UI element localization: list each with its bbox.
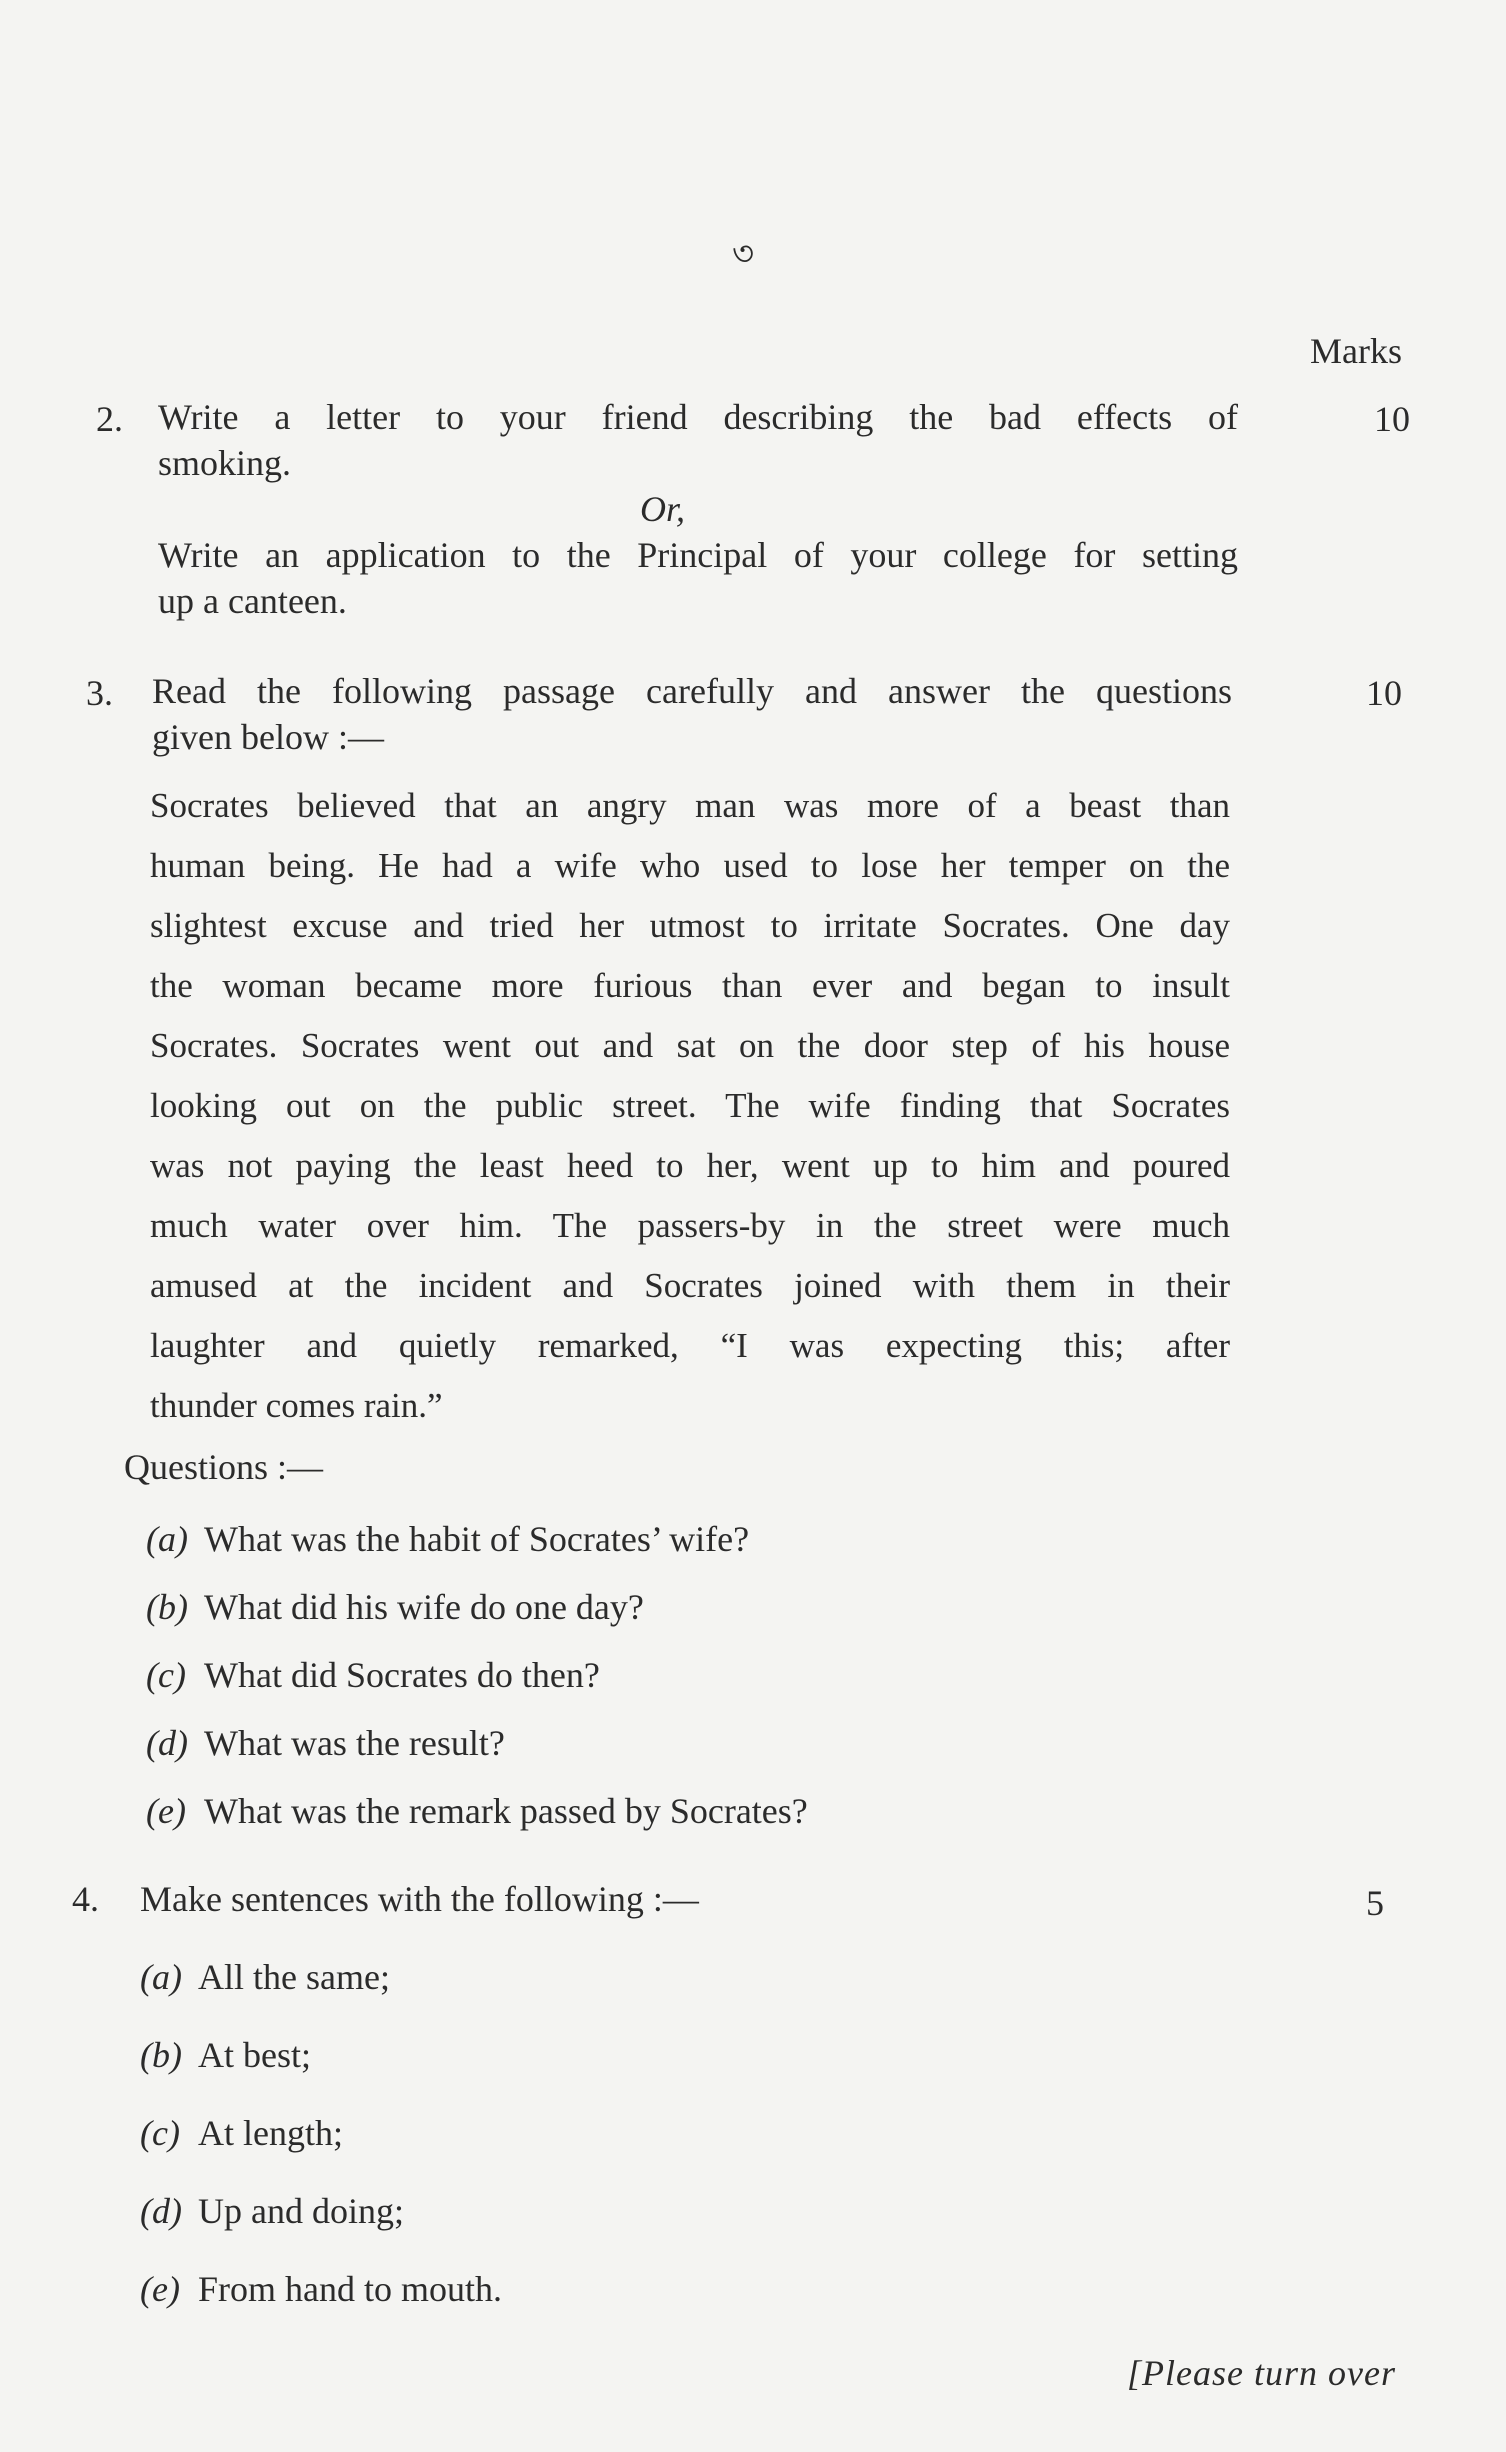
sub-question-text: What did his wife do one day? <box>204 1587 644 1627</box>
sub-question-text: At length; <box>198 2113 343 2153</box>
sub-question-text: What was the remark passed by Socrates? <box>204 1791 808 1831</box>
passage-line: slightest excuse and tried her utmost to irritate Socrates. One day <box>150 906 1230 945</box>
question-marks: 5 <box>1366 1883 1384 1923</box>
sub-question-label: (e) <box>140 2269 180 2309</box>
sub-question-label: (d) <box>140 2191 182 2231</box>
passage-line: Socrates believed that an angry man was more of a beast than <box>150 786 1230 825</box>
passage-line: Socrates. Socrates went out and sat on the door step of his house <box>150 1026 1230 1065</box>
sub-question <box>140 2268 502 2310</box>
alternative-question-text <box>158 532 1238 624</box>
sub-question-text: What did Socrates do then? <box>204 1655 600 1695</box>
sub-question-text: What was the result? <box>204 1723 505 1763</box>
question-text-line: Read the following passage carefully and answer the questions <box>152 671 1232 711</box>
passage-line: amused at the incident and Socrates joined with them in their <box>150 1266 1230 1305</box>
sub-question <box>140 2112 343 2154</box>
sub-question-text: All the same; <box>198 1957 390 1997</box>
sub-question-label: (c) <box>140 2113 180 2153</box>
or-separator: Or, <box>640 489 686 529</box>
question-text: Make sentences with the following :— <box>140 1879 699 1919</box>
question-marks: 10 <box>1366 673 1402 713</box>
sub-question <box>146 1654 600 1696</box>
question-marks: 10 <box>1374 399 1410 439</box>
passage-line: was not paying the least heed to her, went up to him and poured <box>150 1146 1230 1185</box>
question-text-line: smoking. <box>158 443 292 483</box>
sub-question <box>146 1722 505 1764</box>
sub-question-label: (c) <box>146 1655 186 1695</box>
question-text-line: Write a letter to your friend describing the bad effects of <box>158 397 1238 437</box>
question-number: 4. <box>72 1879 99 1919</box>
passage-line: laughter and quietly remarked, “I was expecting this; after <box>150 1326 1230 1365</box>
question-text-line: up a canteen. <box>158 581 347 621</box>
sub-question-label: (b) <box>140 2035 182 2075</box>
sub-question <box>140 2190 404 2232</box>
sub-question-label: (d) <box>146 1723 188 1763</box>
sub-question-text: From hand to mouth. <box>198 2269 502 2309</box>
question-text <box>152 668 1232 760</box>
sub-question-label: (e) <box>146 1791 186 1831</box>
passage-line: the woman became more furious than ever and began to insult <box>150 966 1230 1005</box>
sub-question <box>146 1586 644 1628</box>
sub-question-text: Up and doing; <box>198 2191 404 2231</box>
question-text-line: Write an application to the Principal of your college for setting <box>158 535 1238 575</box>
questions-heading: Questions :— <box>124 1447 324 1487</box>
passage-line: much water over him. The passers-by in the street were much <box>150 1206 1230 1245</box>
sub-question-text: What was the habit of Socrates’ wife? <box>204 1519 750 1559</box>
turn-over-note: [Please turn over <box>1127 2353 1396 2393</box>
question-number: 3. <box>86 673 113 713</box>
question-number: 2. <box>96 399 123 439</box>
sub-question-label: (b) <box>146 1587 188 1627</box>
page-number: ৩ <box>732 236 755 273</box>
sub-question <box>146 1790 808 1832</box>
marks-column-header: Marks <box>1310 331 1402 371</box>
reading-passage <box>150 776 1230 1436</box>
sub-question-label: (a) <box>146 1519 188 1559</box>
question-text <box>158 394 1238 486</box>
sub-question <box>146 1518 749 1560</box>
sub-question-text: At best; <box>198 2035 311 2075</box>
question-text-line: given below :— <box>152 717 384 757</box>
sub-question <box>140 1956 390 1998</box>
passage-line: thunder comes rain.” <box>150 1386 443 1425</box>
passage-line: human being. He had a wife who used to lose her temper on the <box>150 846 1230 885</box>
sub-question-label: (a) <box>140 1957 182 1997</box>
sub-question <box>140 2034 311 2076</box>
passage-line: looking out on the public street. The wife finding that Socrates <box>150 1086 1230 1125</box>
